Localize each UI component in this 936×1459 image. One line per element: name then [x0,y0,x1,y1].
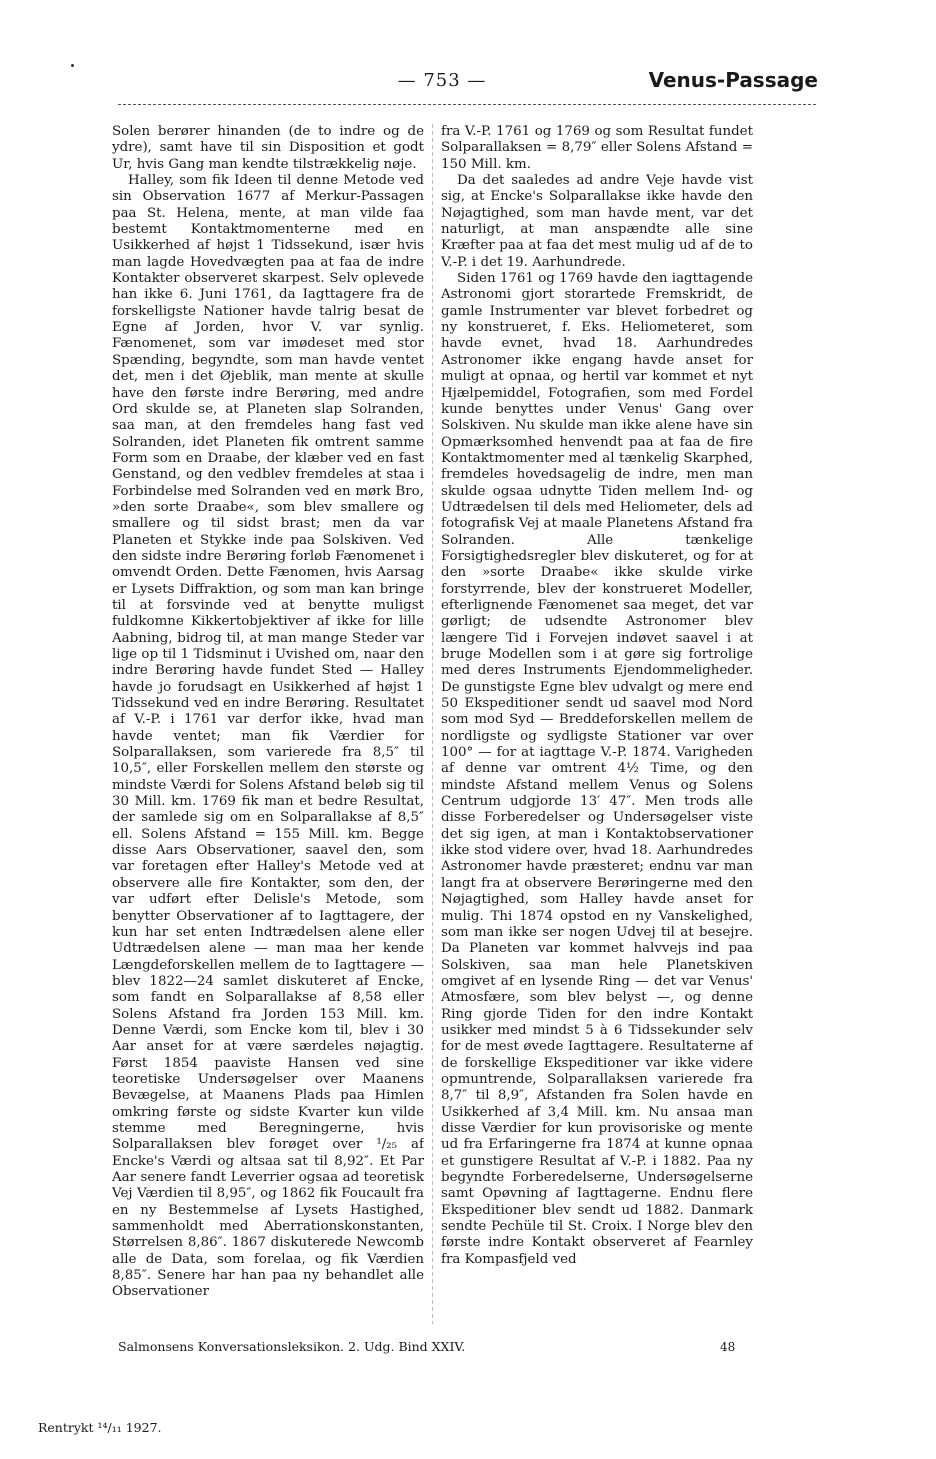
reprint-note: Rentrykt ¹⁴/₁₁ 1927. [38,1420,162,1435]
paragraph: Halley, som fik Ideen til denne Metode ved sin Observation 1677 af Merkur-Passagen paa St. Helena, mente, at man vilde faa bestemt Kontaktmomenterne med en Usikkerhed af højst 1 Tidssekund, især hvis man lagde Hovedvægten paa at faa de indre Kontakter observeret skarpest. Selv oplevede han ikke 6. Juni 1761, da Iagttagere fra de forskelligste Nationer havde talrig besat de Egne af Jorden, hvor V. var synlig. Fænomenet, som var imødeset med stor Spænding, begyndte, som man havde ventet det, men i det Øjeblik, man mente at skulle have den første indre Berøring, med andre Ord skulde se, at Planeten slap Solranden, saa man, at den fremdeles hang fast ved Solranden, idet Planeten fik omtrent samme Form som en Draabe, der klæber ved en fast Genstand, og den vedblev fremdeles at staa i Forbindelse med Solranden ved en mørk Bro, »den sorte Draabe«, som blev smallere og smallere og til sidst brast; men da var Planeten et Stykke inde paa Solskiven. Ved den sidste indre Berøring forløb Fænomenet i omvendt Orden. Dette Fænomen, hvis Aarsag er Lysets Diffraktion, og som man kan bringe til at forsvinde ved at benytte muligst fuldkomne Kikkertobjektiver af ikke for lille Aabning, bidrog til, at man mange Steder var lige op til 1 Tidsminut i Uvished om, naar den indre Berøring havde fundet Sted — Halley havde jo forudsagt en Usikkerhed af højst 1 Tidssekund ved en indre Berøring. Resultatet af V.-P. i 1761 var derfor ikke, hvad man havde ventet; man fik Værdier for Solparallaksen, som varierede fra 8,5″ til 10,5″, eller Forskellen mellem den største og mindste Værdi for Solens Afstand beløb sig til 30 Mill. km. 1769 fik man et bedre Resultat, der samlede sig om en Solparallakse af 8,5″ ell. Solens Afstand = 155 Mill. km. Begge disse Aars Observationer, saavel den, som var foretagen efter Halley's Metode ved at observere alle fire Kontakter, som den, der var udført efter Delisle's Metode, som benytter Observationer af to Iagttagere, der kun har set enten Indtrædelsen alene eller Udtrædelsen alene — man maa her kende Længdeforskellen mellem de to Iagttagere — blev 1822—24 samlet diskuteret af Encke, som fandt en Solparallakse af 8,58 eller Solens Afstand fra Jorden 153 Mill. km. Denne Værdi, som Encke kom til, blev i 30 Aar anset for at være særdeles nøjagtig. Først 1854 paaviste Hansen ved sine teoretiske Undersøgelser over Maanens Bevægelse, at Maanens Plads paa Himlen omkring første og sidste Kvarter kun vilde stemme med Beregningerne, hvis Solparallaksen blev forøget over ¹/₂₅ af Encke's Værdi og altsaa sat til 8,92″. Et Par Aar senere fandt Leverrier ogsaa ad teoretisk Vej Værdien til 8,95″, og 1862 fik Foucault fra en ny Bestemmelse af Lysets Hastighed, sammenholdt med Aberrationskonstanten, Størrelsen 8,86″. 1867 diskuterede Newcomb alle de Data, som forelaa, og fik Værdien 8,85″. Senere har han paa ny behandlet alle Observationer [112,173,424,1300]
paragraph: fra V.-P. 1761 og 1769 og som Resultat fundet Solparallaksen = 8,79″ eller Solens Afstand = 150 Mill. km. [441,124,753,172]
right-column [441,124,753,1324]
header-rule [118,104,818,105]
column-divider [432,124,433,1324]
paragraph: Siden 1761 og 1769 havde den iagttagende Astronomi gjort storartede Fremskridt, de gamle Instrumenter var blevet forbedret og ny konstrueret, f. Eks. Heliometeret, som havde evnet, hvad 18. Aarhundredes Astronomer ikke engang havde anset for muligt at opnaa, og hertil var kommet et nyt Hjælpemiddel, Fotografien, som med Fordel kunde benyttes under Venus' Gang over Solskiven. Nu skulde man ikke alene have sin Opmærksomhed henvendt paa at faa de fire Kontaktmomenter med al tænkelig Skarphed, fremdeles hovedsagelig de indre, men man skulde ogsaa udnytte Tiden mellem Ind- og Udtrædelsen til dels med Heliometer, dels ad fotografisk Vej at maale Planetens Afstand fra Solranden. Alle tænkelige Forsigtighedsregler blev diskuteret, og for at den »sorte Draabe« ikke skulde virke forstyrrende, blev der konstrueret Modeller, efterlignende Fænomenet saa meget, det var gørligt; de udsendte Astronomer blev længere Tid i Forvejen indøvet saavel i at bruge Modellen som i at gøre sig fortrolige med deres Instruments Ejendommeligheder. De gunstigste Egne blev udvalgt og mere end 50 Ekspeditioner sendt ud saavel mod Nord som mod Syd — Breddeforskellen mellem de nordligste og sydligste Stationer var over 100° — for at iagttage V.-P. 1874. Varigheden af denne var omtrent 4½ Time, og den mindste Afstand mellem Venus og Solens Centrum udgjorde 13′ 47″. Men trods alle disse Forberedelser og Undersøgelser viste det sig igen, at man i Kontaktobservationer ikke stod videre over, hvad 18. Aarhundredes Astronomer havde præsteret; endnu var man langt fra at observere Berøringerne med den Nøjagtighed, som Halley havde anset for mulig. Thi 1874 opstod en ny Vanskelighed, som man ikke ser nogen Udvej til at besejre. Da Planeten var kommet halvvejs ind paa Solskiven, saa man hele Planetskiven omgivet af en lysende Ring — det var Venus' Atmosfære, som blev belyst —, og denne Ring gjorde Tiden for den indre Kontakt usikker med mindst 5 à 6 Tidssekunder selv for de mest øvede Iagttagere. Resultaterne af de forskellige Ekspeditioner var ikke videre opmuntrende, Solparallaksen varierede fra 8,7″ til 8,9″, Afstanden fra Solen havde en Usikkerhed af 3,4 Mill. km. Nu ansaa man disse Værdier for kun provisoriske og mente ud fra Erfaringerne fra 1874 at kunne opnaa et gunstigere Resultat af V.-P. i 1882. Paa ny begyndte Forberedelserne, Undersøgelserne samt Opøvning af Iagttagerne. Endnu flere Ekspeditioner blev sendt ud 1882. Danmark sendte Pechüle til St. Croix. I Norge blev den første indre Kontakt observeret af Fearnley fra Kompasfjeld ved [441,271,753,1267]
page-number: — 753 — [397,70,487,91]
page-header [118,68,818,98]
signature-number: 48 [720,1340,736,1354]
left-column [112,124,424,1324]
paragraph: Da det saaledes ad andre Veje havde vist sig, at Encke's Solparallakse ikke havde den Nøjagtighed, som man havde ment, var det naturligt, at man anspændte alle sine Kræfter paa at faa det mest mulig ud af de to V.-P. i det 19. Aarhundrede. [441,173,753,270]
paragraph: Solen berører hinanden (de to indre og de ydre), samt have til sin Disposition et godt Ur, hvis Gang man kendte tilstrækkelig nøje. [112,124,424,172]
speck [71,64,74,67]
publication-line: Salmonsens Konversationsleksikon. 2. Udg. Bind XXIV. [118,1339,466,1354]
running-title: Venus-Passage [648,68,818,92]
